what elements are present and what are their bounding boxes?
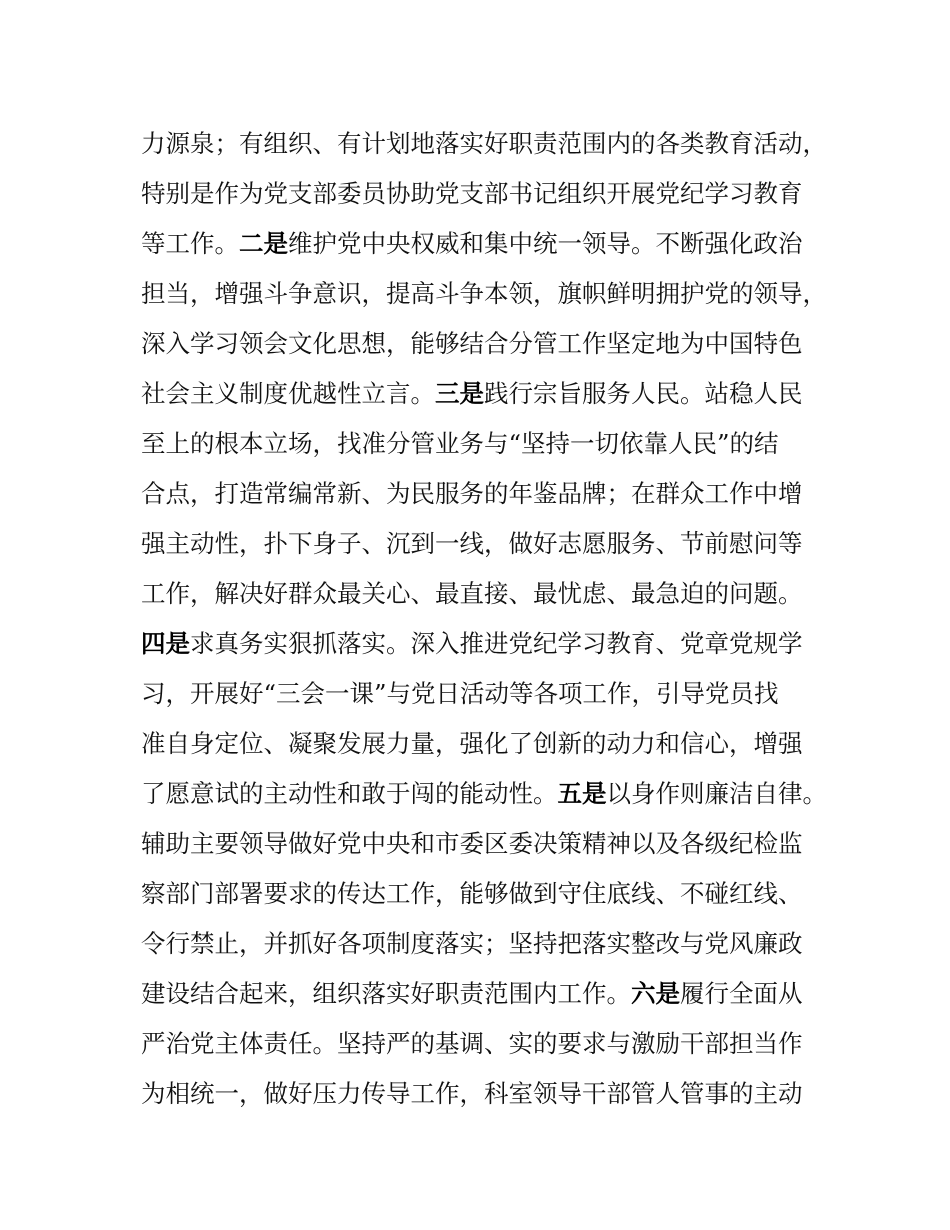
text-segment: 习，开展好“三会一课”与党日活动等各项工作，引导党员找 (141, 679, 779, 708)
text-line-10 (141, 568, 803, 620)
text-segment: 为相统一，做好压力传导工作，科室领导干部管人管事的主动 (141, 1079, 803, 1108)
text-segment: 等工作。 (141, 229, 239, 258)
bold-heading-marker: 六是 (631, 979, 680, 1008)
text-line-17 (141, 918, 803, 970)
bold-heading-marker: 三是 (435, 379, 484, 408)
text-segment: 工作，解决好群众最关心、最直接、最忧虑、最急迫的问题。 (141, 579, 803, 608)
text-line-8 (141, 468, 803, 520)
text-line-16 (141, 868, 803, 920)
text-segment: 深入学习领会文化思想，能够结合分管工作坚定地为中国特色 (141, 329, 803, 358)
text-line-2 (141, 168, 803, 220)
text-segment: 强主动性，扑下身子、沉到一线，做好志愿服务、节前慰问等 (141, 529, 803, 558)
text-line-4 (141, 268, 827, 320)
text-line-18 (141, 968, 803, 1020)
bold-heading-marker: 五是 (557, 779, 607, 808)
text-segment: 至上的根本立场，找准分管业务与“坚持一切依靠人民”的结 (141, 429, 779, 458)
text-segment: 辅助主要领导做好党中央和市委区委决策精神以及各级纪检监 (141, 829, 803, 858)
text-line-20 (141, 1068, 803, 1120)
text-line-1 (141, 118, 827, 170)
text-segment: 令行禁止，并抓好各项制度落实；坚持把落实整改与党风廉政 (141, 929, 803, 958)
text-segment: 准自身定位、凝聚发展力量，强化了创新的动力和信心，增强 (141, 729, 803, 758)
text-segment: 践行宗旨服务人民。站稳人民 (484, 379, 803, 408)
text-line-15 (141, 818, 803, 870)
text-segment: 担当，增强斗争意识，提高斗争本领，旗帜鲜明拥护党的领导， (141, 279, 827, 308)
text-line-5 (141, 318, 803, 370)
text-segment: 了愿意试的主动性和敢于闯的能动性。 (141, 779, 558, 808)
text-segment: 求真务实狠抓落实。深入推进党纪学习教育、党章党规学 (190, 629, 803, 658)
text-line-12 (141, 668, 779, 720)
text-segment: 维护党中央权威和集中统一领导。不断强化政治 (288, 229, 803, 258)
text-line-19 (141, 1018, 803, 1070)
text-line-7 (141, 418, 779, 470)
text-segment: 建设结合起来，组织落实好职责范围内工作。 (141, 979, 631, 1008)
text-line-13 (141, 718, 803, 770)
bold-heading-marker: 四是 (141, 629, 190, 658)
text-line-9 (141, 518, 803, 570)
text-segment: 严治党主体责任。坚持严的基调、实的要求与激励干部担当作 (141, 1029, 803, 1058)
text-segment: 察部门部署要求的传达工作，能够做到守住底线、不碰红线、 (141, 879, 803, 908)
text-line-11 (141, 618, 803, 670)
text-line-14 (141, 768, 827, 820)
text-segment: 合点，打造常编常新、为民服务的年鉴品牌；在群众工作中增 (141, 479, 803, 508)
text-line-6 (141, 368, 803, 420)
text-segment: 特别是作为党支部委员协助党支部书记组织开展党纪学习教育 (141, 179, 803, 208)
text-segment: 以身作则廉洁自律。 (606, 779, 827, 808)
text-line-3 (141, 218, 803, 270)
bold-heading-marker: 二是 (239, 229, 288, 258)
text-segment: 力源泉；有组织、有计划地落实好职责范围内的各类教育活动， (141, 129, 827, 158)
text-segment: 社会主义制度优越性立言。 (141, 379, 435, 408)
text-segment: 履行全面从 (680, 979, 803, 1008)
